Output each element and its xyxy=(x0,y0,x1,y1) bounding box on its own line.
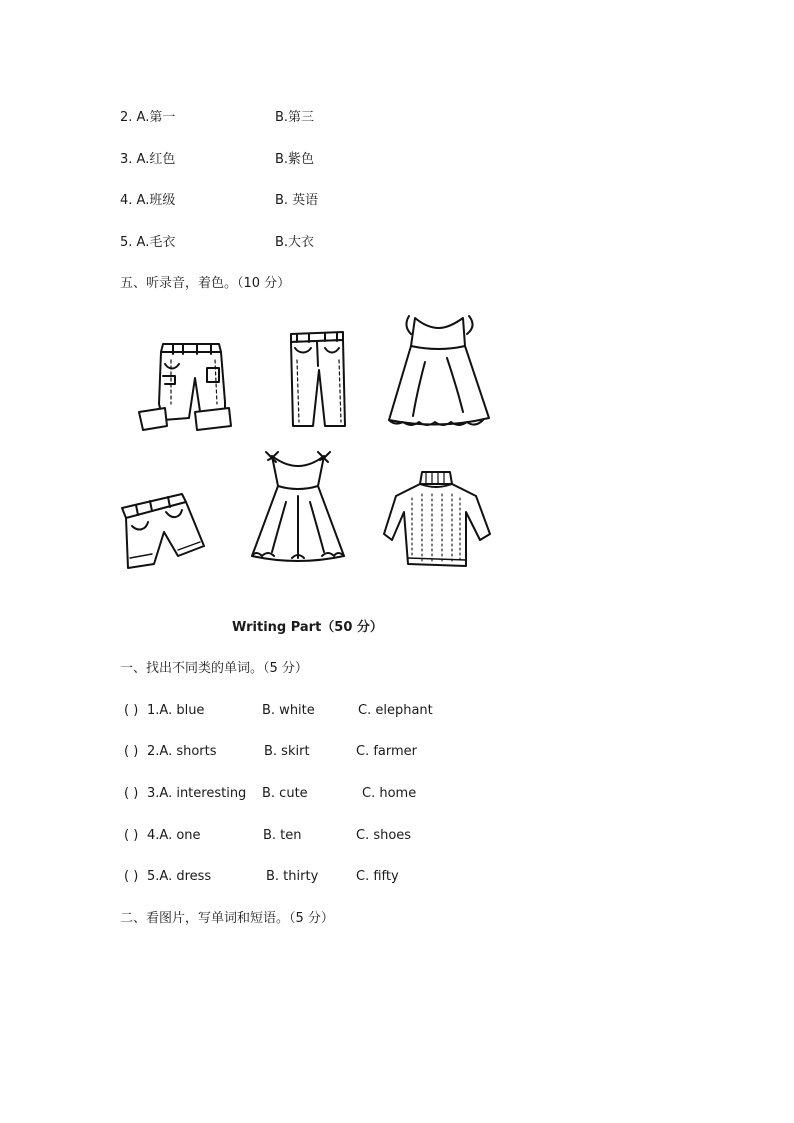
writing-section2-title: 二、看图片，写单词和短语。（5 分） xyxy=(120,911,334,926)
choice-a: 3. A.红色 xyxy=(120,152,176,167)
option-b: B. white xyxy=(262,703,315,718)
option-c: C. farmer xyxy=(356,744,418,759)
option-a: 3.A. interesting xyxy=(147,786,247,801)
choice-b: B.紫色 xyxy=(275,152,315,167)
option-a: 5.A. dress xyxy=(147,869,212,884)
choice-a: 4. A.班级 xyxy=(120,193,176,208)
choice-row-3 xyxy=(120,150,315,170)
option-b: B. cute xyxy=(262,786,308,801)
choice-row-5 xyxy=(120,233,315,253)
long-dress-icon xyxy=(248,446,348,566)
answer-blank[interactable]: ( ) xyxy=(124,744,139,759)
choice-row-2 xyxy=(120,108,315,128)
choice-a: 5. A.毛衣 xyxy=(120,235,176,250)
option-a: 2.A. shorts xyxy=(147,744,217,759)
option-c: C. fifty xyxy=(356,869,399,884)
option-b: B. skirt xyxy=(264,744,310,759)
option-a: 1.A. blue xyxy=(147,703,205,718)
option-c: C. shoes xyxy=(356,828,412,843)
writing-part-title: Writing Part（50 分） xyxy=(232,620,383,635)
dress-icon xyxy=(385,312,495,432)
choice-b: B.第三 xyxy=(275,110,315,125)
shorts-icon xyxy=(118,492,208,572)
option-b: B. ten xyxy=(263,828,302,843)
choice-b: B.大衣 xyxy=(275,235,315,250)
section5-title: 五、听录音，着色。（10 分） xyxy=(120,276,291,291)
option-c: C. elephant xyxy=(358,703,433,718)
jeans-icon xyxy=(135,338,235,438)
writing-section1-title: 一、找出不同类的单词。（5 分） xyxy=(120,661,308,676)
option-a: 4.A. one xyxy=(147,828,201,843)
option-b: B. thirty xyxy=(266,869,319,884)
answer-blank[interactable]: ( ) xyxy=(124,828,139,843)
option-c: C. home xyxy=(362,786,417,801)
answer-blank[interactable]: ( ) xyxy=(124,786,139,801)
choice-row-4 xyxy=(120,191,319,211)
answer-blank[interactable]: ( ) xyxy=(124,869,139,884)
choice-a: 2. A.第一 xyxy=(120,110,176,125)
answer-blank[interactable]: ( ) xyxy=(124,703,139,718)
sweater-icon xyxy=(382,468,494,572)
choice-b: B. 英语 xyxy=(275,193,319,208)
trousers-icon xyxy=(285,330,355,430)
